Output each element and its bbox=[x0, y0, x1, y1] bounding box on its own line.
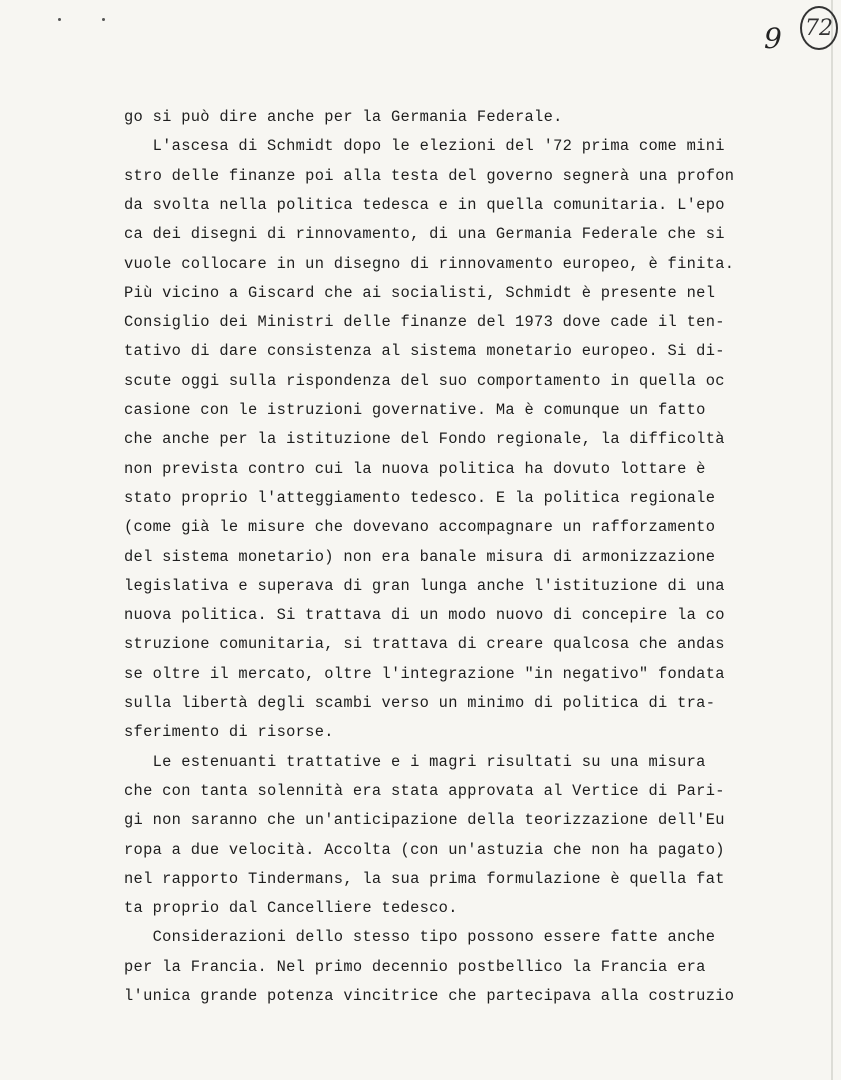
paper-speck bbox=[102, 18, 105, 21]
text-line: Consiglio dei Ministri delle finanze del 1973 dove cade il ten- bbox=[124, 313, 725, 332]
text-line: stato proprio l'atteggiamento tedesco. E la politica regionale bbox=[124, 488, 716, 507]
text-line: sulla libertà degli scambi verso un minimo di politica di tra- bbox=[124, 694, 716, 712]
text-line: se oltre il mercato, oltre l'integrazione "in negativo" fondata bbox=[124, 664, 725, 683]
text-line: per la Francia. Nel primo decennio postbellico la Francia era bbox=[124, 957, 706, 976]
text-line: Più vicino a Giscard che ai socialisti, Schmidt è presente nel bbox=[124, 283, 716, 302]
text-line: (come già le misure che dovevano accompagnare un rafforzamento bbox=[124, 518, 716, 537]
text-line: scute oggi sulla rispondenza del suo comportamento in quella oc bbox=[124, 371, 725, 390]
text-line: del sistema monetario) non era banale misura di armonizzazione bbox=[124, 547, 716, 566]
text-line: l'unica grande potenza vincitrice che partecipava alla costruzio bbox=[124, 987, 735, 1005]
text-line: Le estenuanti trattative e i magri risultati su una misura bbox=[124, 752, 706, 771]
text-line: da svolta nella politica tedesca e in quella comunitaria. L'epo bbox=[124, 195, 725, 214]
text-line: stro delle finanze poi alla testa del governo segnerà una profon bbox=[124, 166, 735, 185]
text-line: nuova politica. Si trattava di un modo nuovo di concepire la co bbox=[124, 606, 725, 625]
text-line: go si può dire anche per la Germania Federale. bbox=[124, 108, 563, 126]
text-line: struzione comunitaria, si trattava di creare qualcosa che andas bbox=[124, 635, 725, 654]
text-line: che anche per la istituzione del Fondo regionale, la difficoltà bbox=[124, 430, 725, 449]
text-line: vuole collocare in un disegno di rinnovamento europeo, è finita. bbox=[124, 254, 735, 273]
text-line: sferimento di risorse. bbox=[124, 723, 334, 742]
text-line: ropa a due velocità. Accolta (con un'astuzia che non ha pagato) bbox=[124, 840, 725, 859]
circled-page-number: 72 bbox=[800, 6, 838, 50]
text-line: ca dei disegni di rinnovamento, di una Germania Federale che si bbox=[124, 225, 725, 244]
text-line: che con tanta solennità era stata approvata al Vertice di Pari- bbox=[124, 781, 725, 800]
paper-speck bbox=[58, 18, 61, 21]
text-line: legislativa e superava di gran lunga anche l'istituzione di una bbox=[124, 576, 725, 595]
text-line: L'ascesa di Schmidt dopo le elezioni del '72 prima come mini bbox=[124, 137, 725, 156]
handwritten-page-number: 9 bbox=[764, 22, 782, 55]
text-line: tativo di dare consistenza al sistema monetario europeo. Si di- bbox=[124, 342, 725, 361]
text-line: non prevista contro cui la nuova politica ha dovuto lottare è bbox=[124, 459, 706, 478]
text-line: casione con le istruzioni governative. Ma è comunque un fatto bbox=[124, 401, 706, 419]
text-line: ta proprio dal Cancelliere tedesco. bbox=[124, 899, 458, 918]
text-line: nel rapporto Tindermans, la sua prima formulazione è quella fat bbox=[124, 869, 725, 888]
text-line: gi non saranno che un'anticipazione della teorizzazione dell'Eu bbox=[124, 811, 725, 830]
page-edge bbox=[831, 0, 833, 1080]
text-line: Considerazioni dello stesso tipo possono essere fatte anche bbox=[124, 928, 716, 947]
